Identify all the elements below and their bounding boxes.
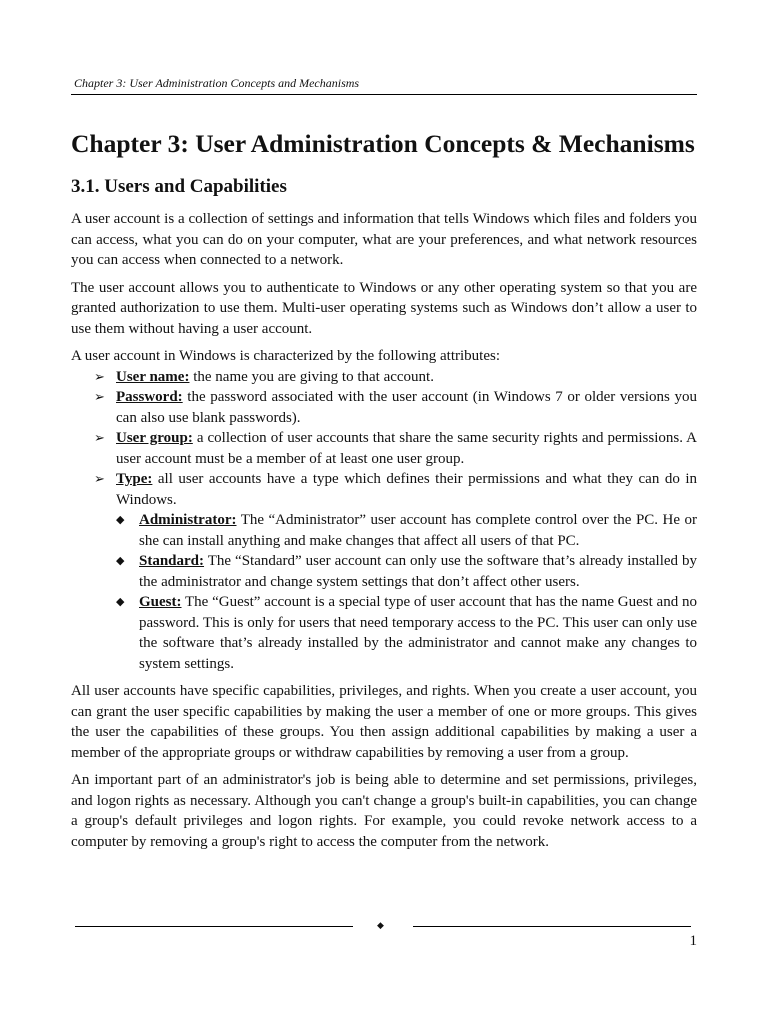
account-type-term: Standard: [139, 553, 205, 569]
chapter-title: Chapter 3: User Administration Concepts & Mechanisms [71, 129, 695, 158]
list-item [116, 510, 697, 551]
account-type-list [116, 510, 697, 674]
list-item [71, 428, 697, 469]
footer-divider [71, 918, 697, 938]
arrow-bullet-icon: ➢ [94, 471, 105, 486]
arrow-bullet-icon: ➢ [94, 389, 105, 404]
attribute-term: Type: [116, 471, 153, 487]
body-text [71, 209, 697, 859]
paragraph: All user accounts have specific capabilities, privileges, and rights. When you create a user account, you can grant the user specific capabilities by making the user a member of one or more groups. This gives the user the capabilities of these groups. You then assign additional capabilities by making a user a member of the appropriate groups or withdraw capabilities by removing a user from a group. [71, 683, 697, 761]
footer-rule-left [75, 926, 353, 927]
list-item [116, 551, 697, 592]
paragraph: A user account in Windows is characterized by the following attributes: [71, 348, 501, 364]
arrow-bullet-icon: ➢ [94, 430, 105, 445]
paragraph: An important part of an administrator's job is being able to determine and set permissions, privileges, and logon rights as necessary. Although you can't change a group's built-in capabilities, you can change a group's default privileges and logon rights. For example, you could revoke network access to a computer by removing a group's right to access the computer from the network. [71, 772, 697, 850]
account-type-term: Guest: [139, 594, 182, 610]
attribute-text: the name you are giving to that account. [189, 368, 434, 385]
paragraph: A user account is a collection of settings and information that tells Windows which files and folders you can access, what you can do on your computer, what are your preferences, and what network resources you can access when connected to a network. [71, 211, 697, 268]
account-type-text: The “Administrator” user account has complete control over the PC. He or she can install anything and make changes that affect all users of that PC. [139, 512, 697, 549]
header-rule [71, 94, 697, 95]
account-type-term: Administrator: [139, 512, 237, 528]
list-item [71, 387, 697, 428]
page-number: 1 [689, 933, 697, 949]
footer-rule-right [413, 926, 691, 927]
list-item [116, 592, 697, 674]
list-spacer [71, 674, 697, 681]
attribute-term: User name: [116, 368, 190, 385]
diamond-bullet-icon: ◆ [116, 555, 125, 567]
attribute-text: a collection of user accounts that share the same security rights and permissions. A user account must be a member of at least one user group. [116, 430, 698, 467]
diamond-ornament-icon: ◆ [377, 920, 384, 930]
attribute-text: all user accounts have a type which defines their permissions and what they can do in Windows. [116, 471, 697, 508]
attribute-list [71, 367, 697, 675]
attribute-term: User group: [116, 430, 193, 446]
account-type-text: The “Standard” user account can only use the software that’s already installed by the administrator and change system settings that don’t affect other users. [139, 553, 697, 590]
attribute-term: Password: [116, 389, 183, 405]
paragraph: The user account allows you to authenticate to Windows or any other operating system so that you are granted authorization to use them. Multi-user operating systems such as Windows don’t allow a user to use them without having a user account. [71, 279, 697, 337]
running-header: Chapter 3: User Administration Concepts and Mechanisms [74, 76, 360, 90]
account-type-text: The “Guest” account is a special type of user account that has the name Guest and no password. This is only for users that need temporary access to the PC. This user can only use the software that’s already installed by the administrator and cannot make any changes to system settings. [139, 594, 697, 672]
list-item [71, 367, 697, 388]
diamond-bullet-icon: ◆ [116, 596, 125, 608]
section-title: 3.1. Users and Capabilities [71, 176, 287, 197]
attribute-text: the password associated with the user account (in Windows 7 or older versions you can also use blank passwords). [116, 389, 697, 426]
list-item [71, 469, 697, 674]
diamond-bullet-icon: ◆ [116, 514, 125, 526]
arrow-bullet-icon: ➢ [94, 368, 105, 384]
